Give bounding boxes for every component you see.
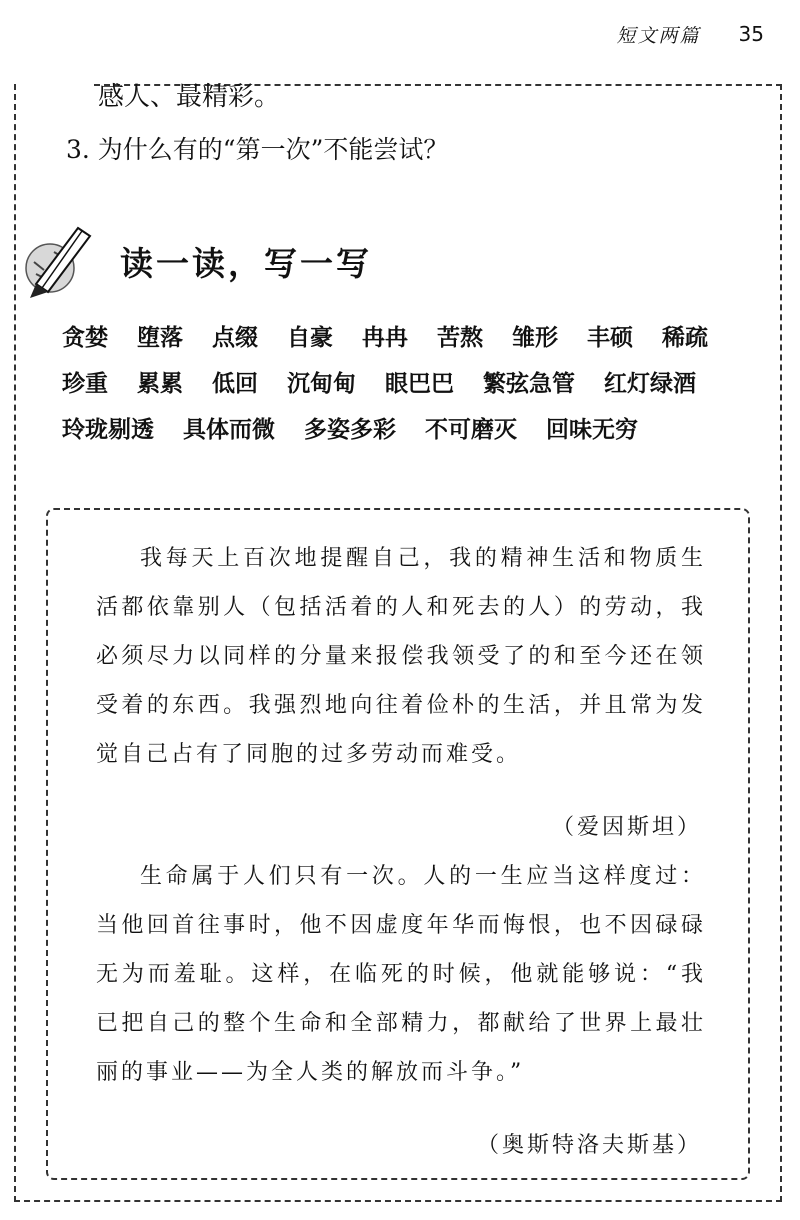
- vocab-word: 冉冉: [362, 324, 408, 351]
- page-number: 35: [738, 22, 764, 46]
- vocab-word: 回味无穷: [546, 416, 638, 443]
- header-section-title: 短文两篇: [616, 24, 701, 47]
- vocab-word: 不可磨灭: [425, 416, 517, 443]
- continued-text: 感人、最精彩。: [98, 82, 281, 112]
- vocab-row: [62, 312, 762, 358]
- pencil-icon: [20, 222, 100, 302]
- quote-einstein-author: （爱因斯坦）: [551, 815, 702, 840]
- vocab-word: 丰硕: [587, 324, 633, 351]
- quote-einstein-text: 我每天上百次地提醒自己，我的精神生活和物质生活都依靠别人（包括活着的人和死去的人）的劳动，我必须尽力以同样的分量来报偿我领受了的和至今还在领受着的东西。我强烈地向往着俭朴的生活，并且常为发觉自己占有了同胞的过多劳动而难受。: [96, 546, 706, 767]
- page-header: [617, 18, 764, 50]
- vocab-word: 沉甸甸: [287, 370, 356, 397]
- vocab-word: 珍重: [62, 370, 108, 397]
- vocab-word: 堕落: [137, 324, 183, 351]
- quote-ostrovsky-text: 生命属于人们只有一次。人的一生应当这样度过：当他回首往事时，他不因虚度年华而悔恨，也不因碌碌无为而羞耻。这样，在临死的时候，他就能够说：“我已把自己的整个生命和全部精力，都献给了世界上最壮丽的事业——为全人类的解放而斗争。”: [96, 864, 706, 1085]
- vocab-word: 自豪: [287, 324, 333, 351]
- vocab-word: 贪婪: [62, 324, 108, 351]
- vocab-word: 眼巴巴: [385, 370, 454, 397]
- vocab-word: 苦熬: [437, 324, 483, 351]
- question-3: 3. 为什么有的“第一次”不能尝试？: [66, 135, 449, 164]
- vocab-word: 红灯绿酒: [604, 370, 696, 397]
- vocab-word: 低回: [212, 370, 258, 397]
- section-title: 读一读，写一写: [120, 244, 372, 283]
- vocab-word: 点缀: [212, 324, 258, 351]
- vocab-word: 雏形: [512, 324, 558, 351]
- vocabulary-list: [62, 312, 762, 450]
- vocab-row: [62, 404, 762, 450]
- vocab-word: 累累: [137, 370, 183, 397]
- vocab-word: 稀疏: [662, 324, 708, 351]
- vocab-word: 繁弦急管: [483, 370, 575, 397]
- quote-ostrovsky-author: （奥斯特洛夫斯基）: [476, 1133, 702, 1158]
- vocab-word: 具体而微: [183, 416, 275, 443]
- vocab-word: 玲珑剔透: [62, 416, 154, 443]
- vocab-word: 多姿多彩: [304, 416, 396, 443]
- vocab-row: [62, 358, 762, 404]
